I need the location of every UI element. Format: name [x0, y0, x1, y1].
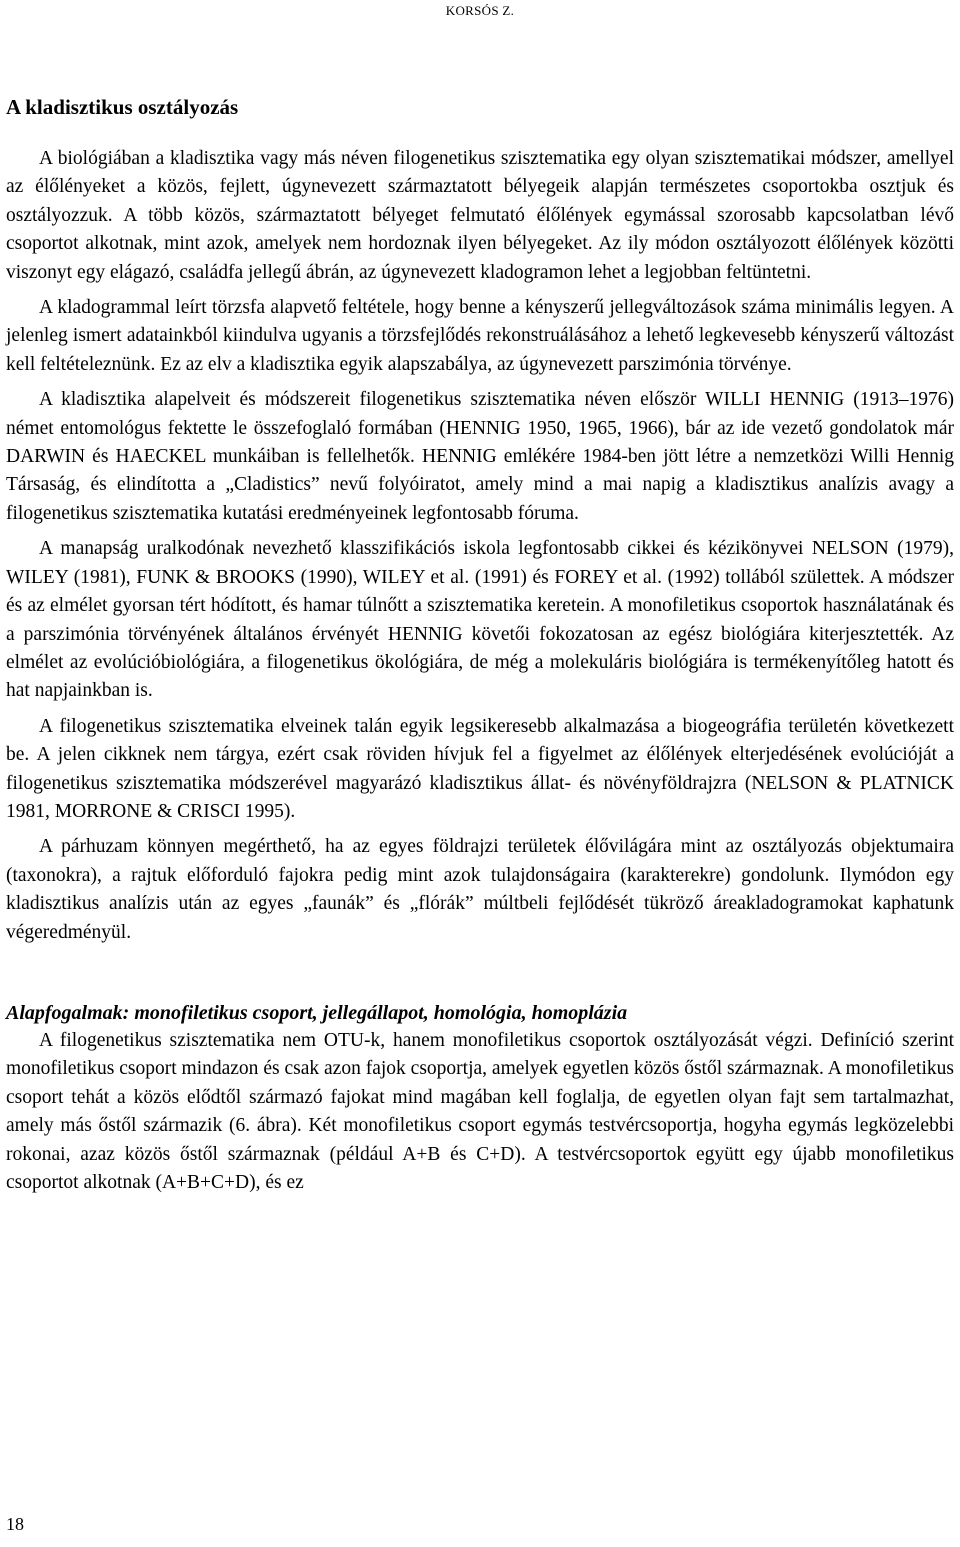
paragraph-4: A manapság uralkodónak nevezhető klasszifikációs iskola legfontosabb cikkei és kézikönyvei NELSON (1979), WILEY (1981), FUNK & BROOKS (1990), WILEY et al. (1991) és FOREY et al. (1992) tollából születtek. A módszer és az elmélet gyorsan tért hódított, és hamar túlnőtt a szisztematika keretein. A monofiletikus csoportok használatának és a parszimónia törvényének általános érvényét HENNIG követői fokozatosan az egész biológiára kiterjesztették. Az elmélet az evolúcióbiológiára, a filogenetikus ökológiára, de még a molekuláris biológiára is termékenyítőleg hatott és hat napjainkban is. — [6, 538, 954, 702]
section-title: A kladisztikus osztályozás — [6, 95, 239, 119]
page-number: 18 — [6, 1514, 24, 1534]
paragraph-1: A biológiában a kladisztika vagy más néven filogenetikus szisztematika egy olyan szisztematikai módszer, amellyel az élőlényeket a közös, fejlett, úgynevezett származtatott bélyegeik alapján természetes csoportokba osztjuk és osztályozzuk. A több közös, származtatott bélyeget felmutató élőlények egymással szorosabb kapcsolatban lévő csoportot alkotnak, mint azok, amelyek nem hordoznak ilyen bélyegeket. Az ily módon osztályozott élőlények közötti viszonyt egy elágazó, családfa jellegű ábrán, az úgynevezett kladogramon lehet a legjobban feltüntetni. — [6, 148, 954, 283]
paragraph-3: A kladisztika alapelveit és módszereit filogenetikus szisztematika néven először WILLI HENNIG (1913–1976) német entomológus fektette le összefoglaló formában (HENNIG 1950, 1965, 1966), bár az ide vezető gondolatok már DARWIN és HAECKEL munkáiban is fellelhetők. HENNIG emlékére 1984-ben jött létre a nemzetközi Willi Hennig Társaság, és elindította a „Cladistics” nevű folyóiratot, amely mind a mai napig a kladisztikus analízis avagy a filogenetikus szisztematika kutatási eredményeinek legfontosabb fóruma. — [6, 389, 954, 524]
running-head: KORSÓS Z. — [445, 3, 515, 18]
subsection-title: Alapfogalmak: monofiletikus csoport, jellegállapot, homológia, homoplázia — [6, 1001, 628, 1024]
document-page — [6, 0, 954, 1197]
paragraph-2: A kladogrammal leírt törzsfa alapvető feltétele, hogy benne a kényszerű jellegváltozások száma minimális legyen. A jelenleg ismert adatainkból kiindulva ugyanis a törzsfejlődés rekonstruálásához a lehető legkevesebb kényszerű változást kell feltételeznünk. Ez az elv a kladisztika egyik alapszabálya, az úgynevezett parszimónia törvénye. — [6, 297, 954, 375]
subsection-paragraph: A filogenetikus szisztematika nem OTU-k, hanem monofiletikus csoportok osztályozását végzi. Definíció szerint monofiletikus csoport mindazon és csak azon fajok csoportja, amelyek egyetlen közös őstől származnak. A monofiletikus csoport tehát a közös elődtől származó fajokat mind magában kell foglalja, de egyetlen olyan fajt sem tartalmazhat, amely más őstől származik (6. ábra). Két monofiletikus csoport egymás testvércsoportja, hogyha egymás legközelebbi rokonai, azaz közös őstől származnak (például A+B és C+D). A testvércsoportok együtt egy újabb monofiletikus csoportot alkotnak (A+B+C+D), és ez — [6, 1029, 954, 1193]
paragraph-6: A párhuzam könnyen megérthető, ha az egyes földrajzi területek élővilágára mint az osztályozás objektumaira (taxonokra), a rajtuk előforduló fajokra pedig mint azok tulajdonságaira (karakterekre) gondolunk. Ilymódon egy kladisztikus analízis után az egyes „faunák” és „flórák” múltbeli fejlődését tükröző áreakladogramokat kaphatunk végeredményül. — [6, 836, 954, 943]
paragraph-5: A filogenetikus szisztematika elveinek talán egyik legsikeresebb alkalmazása a biogeográfia területén következett be. A jelen cikknek nem tárgya, ezért csak röviden hívjuk fel a figyelmet az élőlények elterjedésének evolúcióját a filogenetikus szisztematika módszerével magyarázó kladisztikus állat- és növényföldrajzra (NELSON & PLATNICK 1981, MORRONE & CRISCI 1995). — [6, 715, 954, 822]
